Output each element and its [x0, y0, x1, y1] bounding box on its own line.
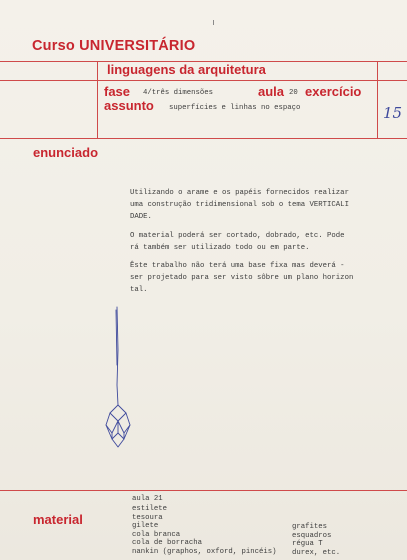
material-item: estilete	[132, 505, 168, 513]
material-item: esquadros	[292, 531, 332, 540]
material-item: cola branca	[132, 530, 181, 539]
rule-material-top	[0, 490, 407, 491]
top-tick-mark	[213, 20, 214, 25]
aula-label: aula	[258, 84, 285, 99]
handwritten-number: 15	[383, 104, 403, 122]
enunciado-line-2: uma construção tridimensional sob o tema VERTICALI	[130, 201, 349, 209]
enunciado-line-7: ser projetado para ser visto sôbre um plano horizon	[130, 274, 354, 282]
exercicio-label: exercício	[305, 84, 362, 99]
subject-title: linguagens da arquitetura	[107, 62, 266, 77]
material-item: nankin (graphos, oxford, pincéis)	[132, 547, 277, 556]
enunciado-line-8: tal.	[130, 286, 148, 294]
rule-vertical-right	[377, 61, 378, 138]
material-item: régua T	[292, 540, 323, 549]
enunciado-line-4: O material poderá ser cortado, dobrado, etc. Pode	[130, 232, 345, 240]
rule-vertical-left	[97, 61, 98, 138]
material-item: grafites	[292, 523, 328, 531]
material-item: gilete	[132, 522, 159, 531]
fase-value: 4/três dimensões	[143, 89, 214, 97]
enunciado-line-3: DADE.	[130, 213, 152, 221]
assunto-value: superfícies e linhas no espaço	[169, 104, 301, 112]
fase-label: fase	[104, 84, 131, 99]
rule-header-bottom	[0, 138, 407, 139]
wire-sketch	[92, 305, 152, 465]
rule-top-2	[0, 80, 407, 81]
assunto-label: assunto	[104, 98, 154, 113]
enunciado-heading: enunciado	[33, 145, 99, 160]
material-list-left	[132, 505, 277, 557]
enunciado-line-6: Êste trabalho não terá uma base fixa mas deverá -	[130, 262, 345, 270]
material-item: durex, etc.	[292, 548, 341, 557]
material-aula-line: aula 21	[132, 495, 163, 503]
enunciado-line-5: rá também ser utilizado todo ou em parte.	[130, 244, 310, 252]
enunciado-line-1: Utilizando o arame e os papéis fornecidos realizar	[130, 189, 349, 197]
course-title: Curso UNIVERSITÁRIO	[32, 38, 196, 54]
material-item: cola de borracha	[132, 539, 203, 548]
material-heading: material	[33, 512, 83, 527]
material-list-right	[292, 523, 340, 557]
material-item: tesoura	[132, 513, 163, 522]
aula-value: 20	[289, 89, 298, 97]
